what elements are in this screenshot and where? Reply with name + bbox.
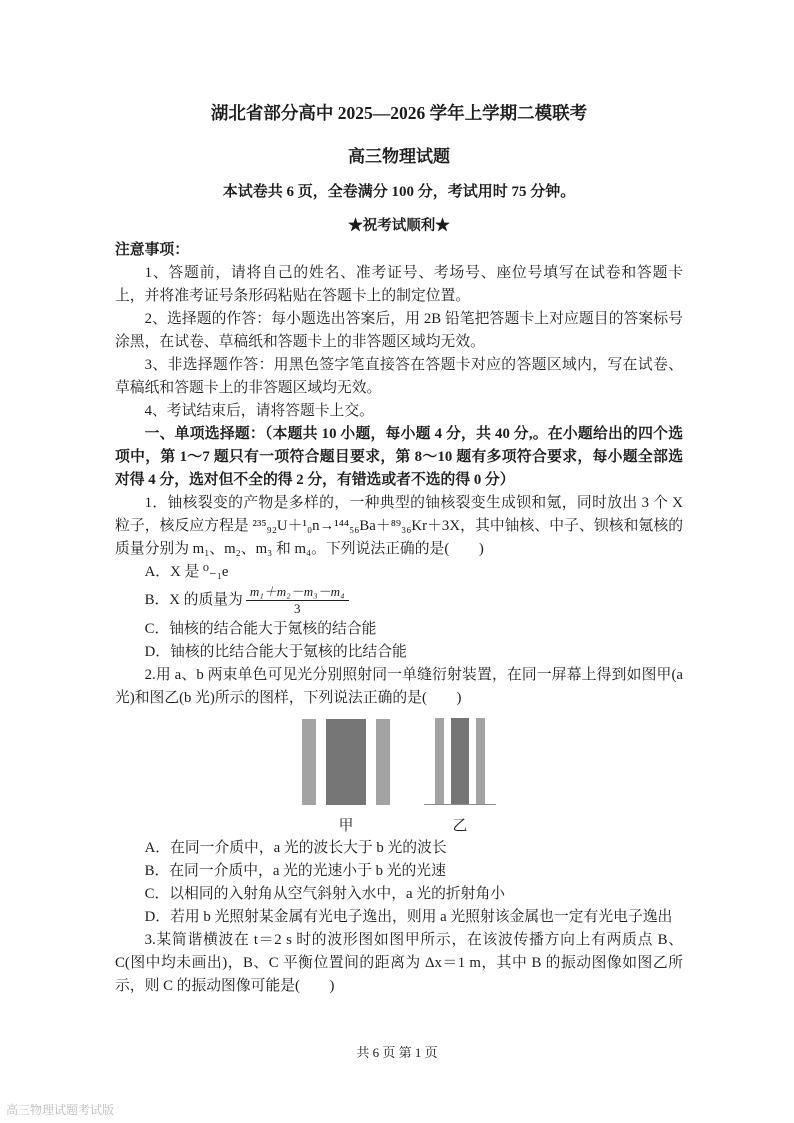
q2-option-d: D．若用 b 光照射某金属有光电子逸出，则用 a 光照射该金属也一定有光电子逸出 — [144, 908, 673, 925]
fraction-denominator: 3 — [293, 601, 301, 617]
fringe-gap — [316, 719, 326, 805]
fringe-bar — [376, 719, 390, 805]
fringe-gap — [444, 718, 451, 804]
fraction — [246, 584, 349, 618]
diffraction-pattern-b — [435, 718, 485, 804]
q1-option-d: D．铀核的比结合能大于氪核的比结合能 — [144, 643, 407, 660]
figure-label-jia: 甲 — [338, 817, 354, 834]
q1-option-a: A．X 是 ⁰₋₁e — [144, 564, 229, 580]
fringe-gap — [366, 719, 376, 805]
q2-option-a: A．在同一介质中，a 光的波长大于 b 光的波长 — [144, 839, 447, 856]
screen-baseline — [424, 804, 496, 805]
fringe-gap — [469, 718, 476, 804]
question-2-stem: 2.用 a、b 两束单色可见光分别照射同一单缝衍射装置，在同一屏幕上得到如图甲(a 光)和图乙(b 光)所示的图样，下列说法正确的是( ) — [115, 666, 683, 706]
exam-info: 本试卷共 6 页，全卷满分 100 分，考试用时 75 分钟。 — [222, 184, 576, 200]
notice-item: 4、考试结束后，请将答题卡上交。 — [144, 403, 374, 419]
page-footer: 共 6 页 第 1 页 — [356, 1045, 438, 1060]
fringe-bar — [476, 718, 485, 804]
fringe-bar — [302, 719, 316, 805]
q2-option-c: C．以相同的入射角从空气斜射入水中，a 光的折射角小 — [144, 885, 506, 902]
notice-heading: 注意事项： — [115, 242, 189, 258]
fringe-bar — [451, 718, 469, 804]
question-3-stem: 3.某简谐横波在 t＝2 s 时的波形图如图甲所示，在该波传播方向上有两质点 B、C(图中均未画出)，B、C 平衡位置间的距离为 Δx＝1 m，其中 B 的振动图像如图乙所示，则 C 的振动图像可能是( ) — [115, 931, 683, 994]
q1-option-b-text: B．X 的质量为 — [144, 592, 243, 609]
exam-wish: ★祝考试顺利★ — [348, 218, 450, 234]
fraction-numerator: m₁＋m₂－m₃－m₄ — [246, 584, 349, 601]
exam-subtitle: 高三物理试题 — [348, 147, 450, 166]
fringe-bar — [326, 719, 366, 805]
section-heading: 一、单项选择题：（本题共 10 小题，每小题 4 分，共 40 分,。在小题给出的四个选项中，第 1～7 题只有一项符合题目要求，第 8～10 题有多项符合要求，每小题全部选对得 4 分，选对但不全的得 2 分，有错选或者不选的得 0 分） — [115, 426, 683, 488]
figure-label-yi: 乙 — [452, 817, 468, 834]
question-1-stem: 1．铀核裂变的产物是多样的，一种典型的铀核裂变生成钡和氪，同时放出 3 个 X 粒子，核反应方程是 ²³⁵₉₂U＋¹₀n→¹⁴⁴₅₆Ba＋⁸⁹₃₆Kr＋3X，其中铀核、中子、钡核和氪核的质量分别为 m₁、m₂、m₃ 和 m₄。下列说法正确的是( ) — [115, 495, 683, 557]
notice-item: 2、选择题的作答：每小题选出答案后，用 2B 铅笔把答题卡上对应题目的答案标号涂黑，在试卷、草稿纸和答题卡上的非答题区域均无效。 — [115, 311, 683, 350]
notice-item: 1、答题前，请将自己的姓名、准考证号、考场号、座位号填写在试卷和答题卡上，并将准考证号条形码粘贴在答题卡上的制定位置。 — [115, 265, 683, 304]
fringe-bar — [435, 718, 444, 804]
watermark: 高三物理试题考试版 — [6, 1103, 115, 1117]
diffraction-pattern-a — [302, 719, 390, 805]
notice-item: 3、非选择题作答：用黑色签字笔直接答在答题卡对应的答题区域内，写在试卷、草稿纸和答题卡上的非答题区域均无效。 — [115, 357, 683, 396]
q2-option-b: B．在同一介质中，a 光的光速小于 b 光的光速 — [144, 862, 446, 879]
diffraction-figure — [115, 718, 683, 835]
pattern-yi — [424, 718, 496, 835]
pattern-jia — [302, 719, 390, 835]
q1-option-c: C．铀核的结合能大于氪核的结合能 — [144, 620, 377, 637]
q1-option-b — [145, 584, 683, 618]
page-title: 湖北省部分高中 2025—2026 学年上学期二模联考 — [210, 103, 588, 123]
